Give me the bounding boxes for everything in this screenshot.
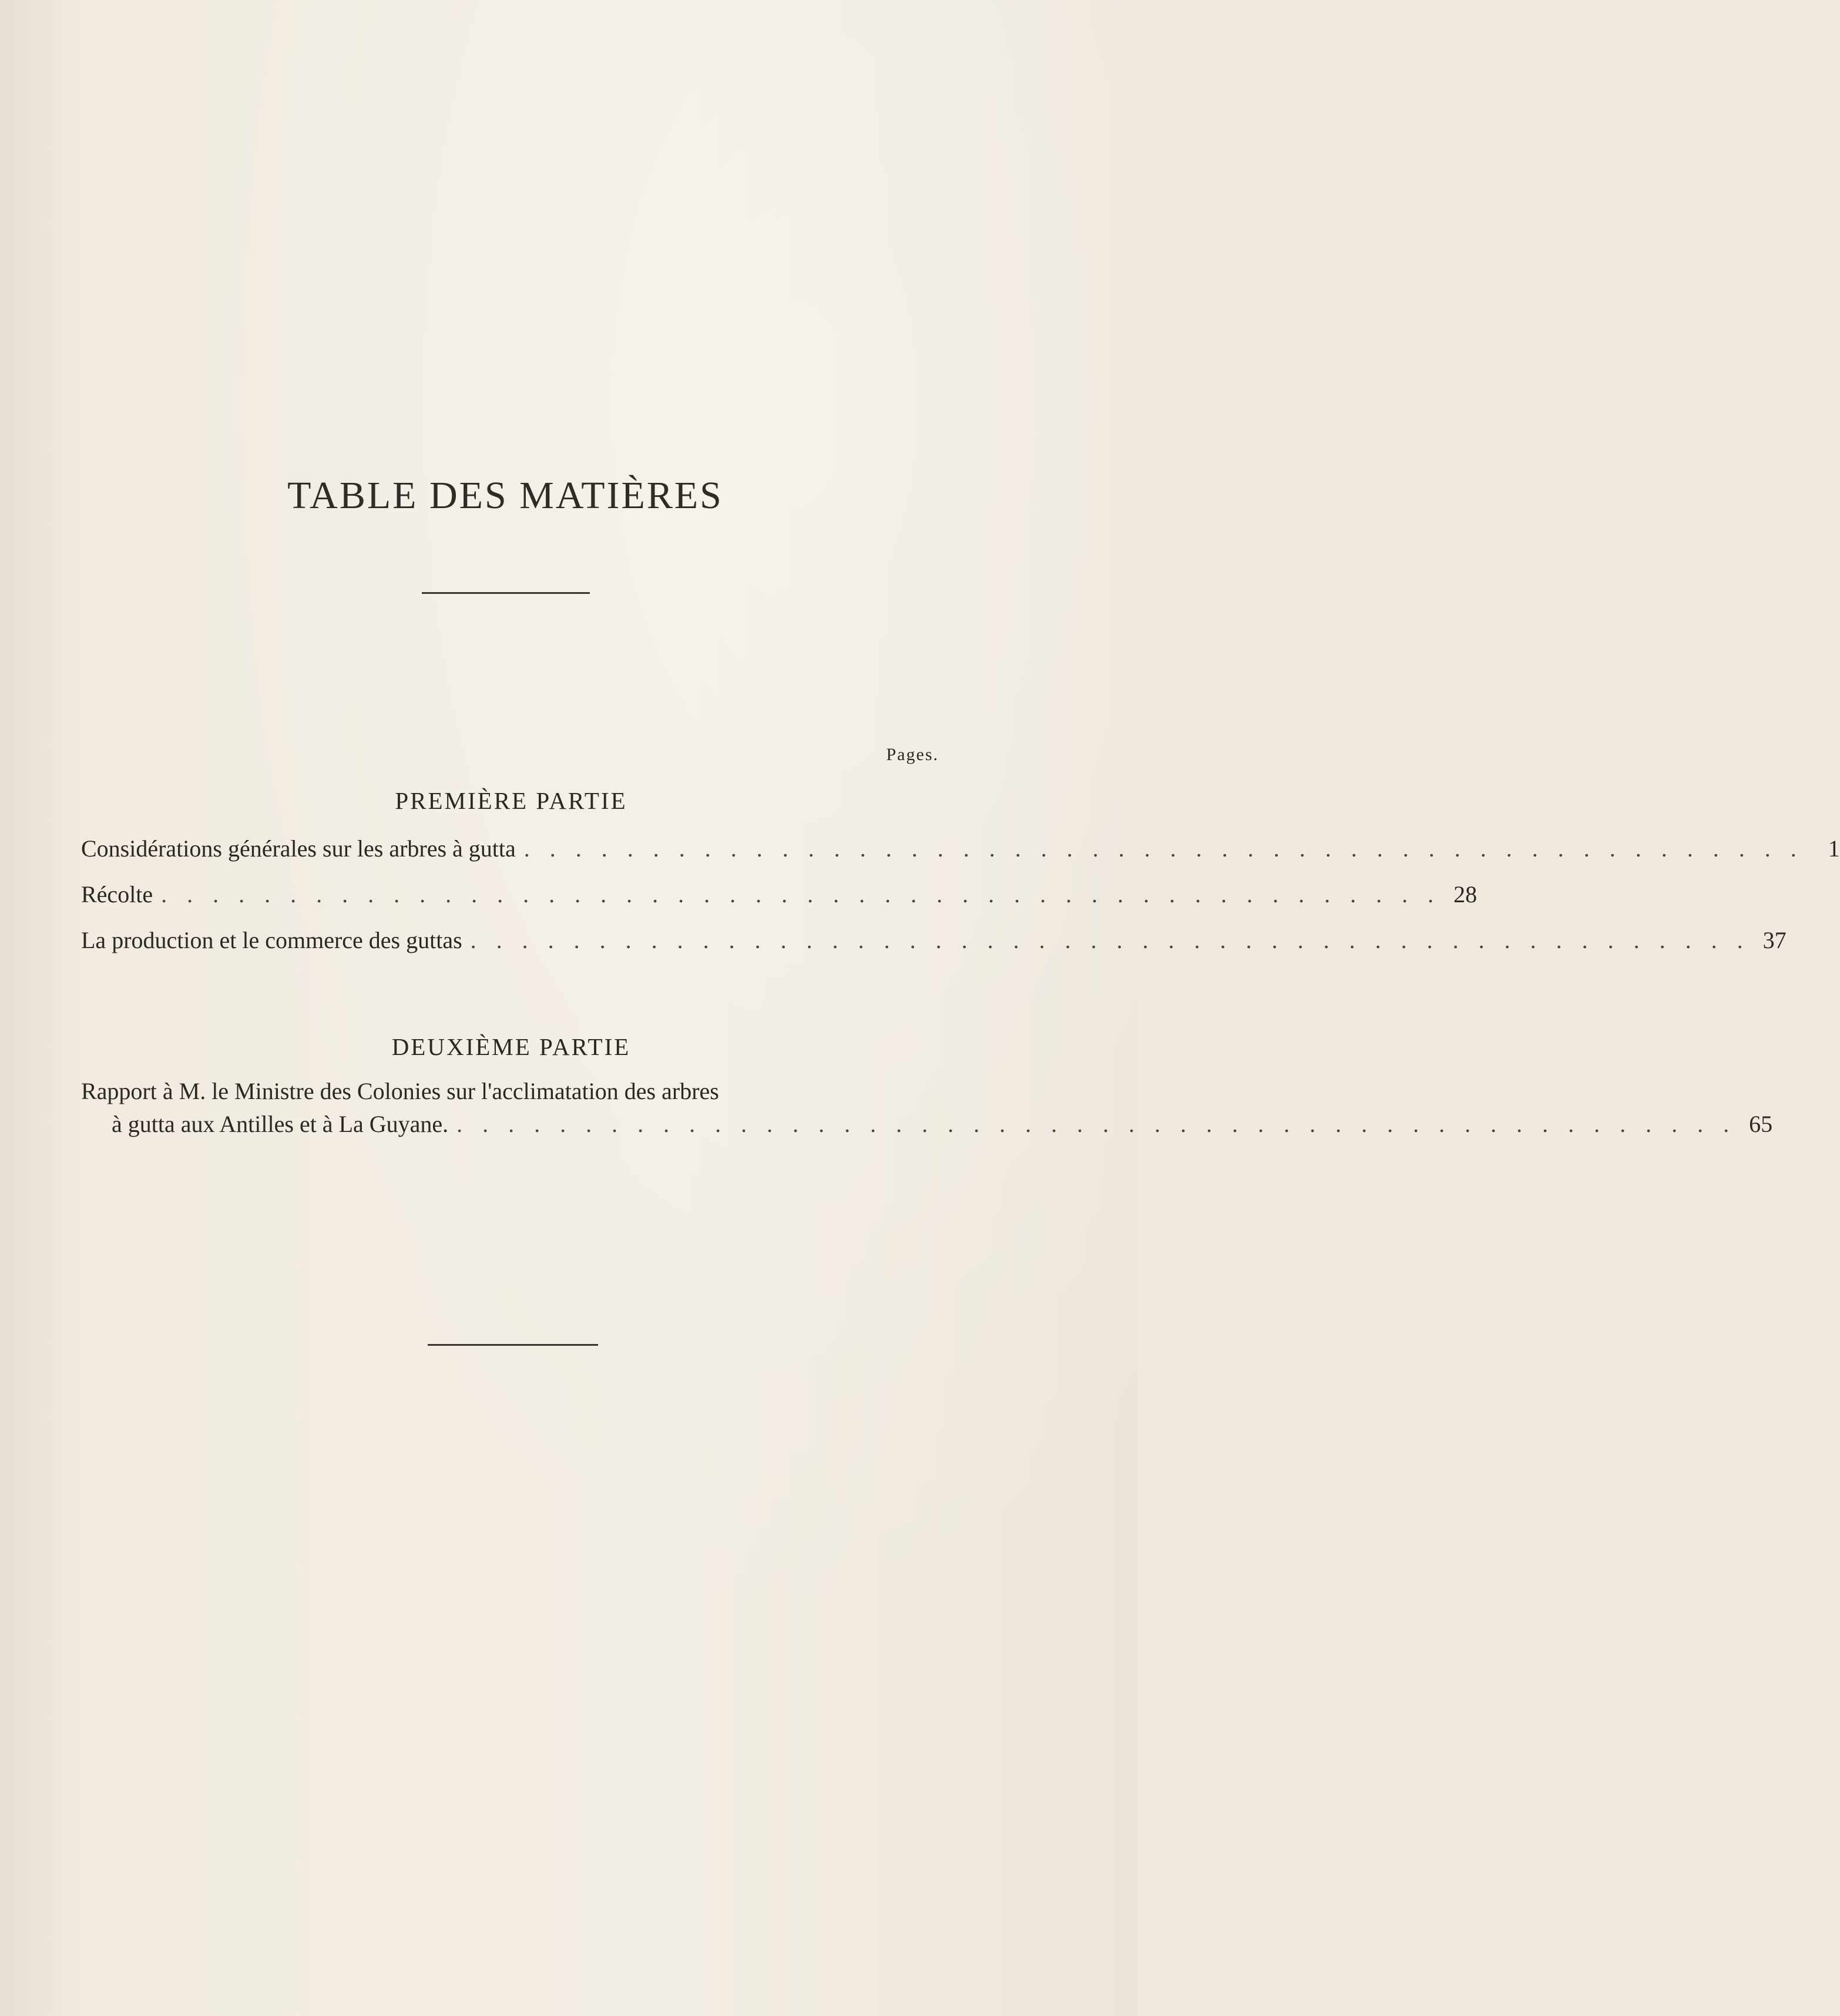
- toc-entry-title-line1: Rapport à M. le Ministre des Colonies sur l'acclimatation des arbres: [81, 1078, 719, 1104]
- toc-entry-title: Considérations générales sur les arbres à gutta: [81, 835, 516, 862]
- toc-entry-line2: [81, 1108, 1773, 1141]
- toc-entry-page: 1: [1828, 835, 1840, 862]
- toc-entry-page: 65: [1749, 1111, 1773, 1137]
- page-title: TABLE DES MATIÈRES: [287, 474, 723, 518]
- toc-entry-title-line2: à gutta aux Antilles et à La Guyane.: [112, 1111, 449, 1137]
- toc-entry: [81, 880, 1478, 909]
- toc-entry-title: Récolte: [81, 881, 153, 908]
- part-heading-2: DEUXIÈME PARTIE: [391, 1033, 631, 1061]
- dot-leader: . . . . . . . . . . . . . . . . . . . . . . . . . . . . . . . . . . . . . . . . . . . . . . . . . .: [523, 835, 1804, 862]
- title-divider: [422, 592, 590, 594]
- toc-entry: [81, 834, 1840, 863]
- dot-leader: . . . . . . . . . . . . . . . . . . . . . . . . . . . . . . . . . . . . . . . . . . . . . . . . . .: [161, 881, 1441, 908]
- pages-column-label: Pages.: [886, 745, 939, 764]
- part-heading-1: PREMIÈRE PARTIE: [395, 787, 627, 815]
- closing-divider: [428, 1344, 598, 1346]
- toc-entry: [81, 1075, 1773, 1141]
- dot-leader: . . . . . . . . . . . . . . . . . . . . . . . . . . . . . . . . . . . . . . . . . . . . . . . . . .: [456, 1111, 1737, 1137]
- toc-entry: [81, 926, 1787, 955]
- dot-leader: . . . . . . . . . . . . . . . . . . . . . . . . . . . . . . . . . . . . . . . . . . . . . . . . . .: [470, 927, 1750, 953]
- toc-entry-page: 37: [1762, 927, 1787, 953]
- toc-entry-page: 28: [1453, 881, 1478, 908]
- toc-entry-title: La production et le commerce des guttas: [81, 927, 462, 953]
